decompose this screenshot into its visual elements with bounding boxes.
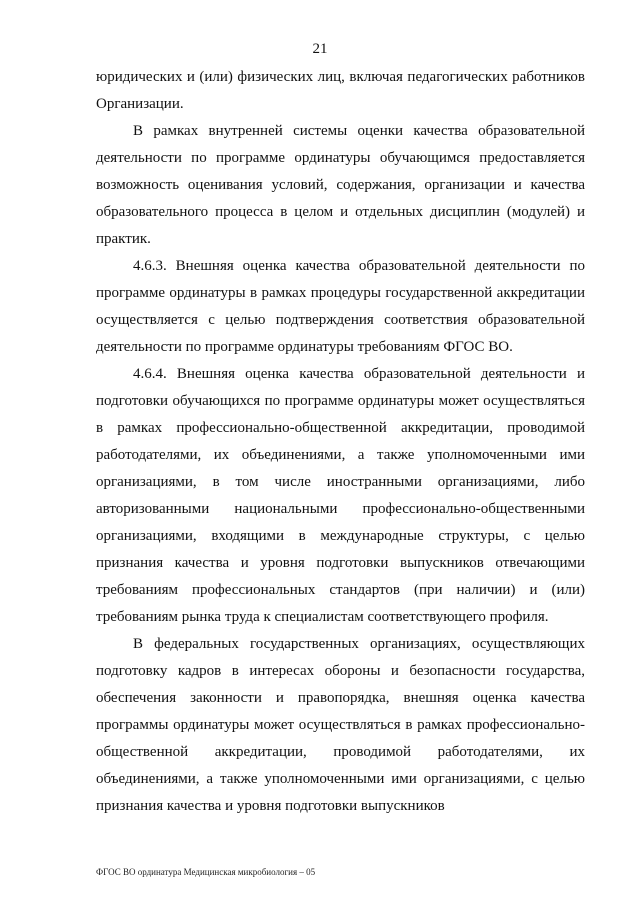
footer-text: ФГОС ВО ординатура Медицинская микробиология – 05 <box>96 867 316 877</box>
paragraph-federal-organizations: В федеральных государственных организациях, осуществляющих подготовку кадров в интересах обороны и безопасности государства, обеспечения законности и правопорядка, внешняя оценка качества программы ординатуры может осуществляться в рамках профессионально-общественной аккредитации, проводимой работодателями, их объединениями, а также уполномоченными ими организациями, с целью признания качества и уровня подготовки выпускников <box>96 636 585 814</box>
document-body <box>96 64 585 820</box>
page-number: 21 <box>312 41 328 57</box>
paragraph-internal-assessment: В рамках внутренней системы оценки качества образовательной деятельности по программе ординатуры обучающимся предоставляется возможность оценивания условий, содержания, организации и качества образовательного процесса в целом и отдельных дисциплин (модулей) и практик. <box>96 123 585 247</box>
paragraph-4-6-4: 4.6.4. Внешняя оценка качества образовательной деятельности и подготовки обучающихся по программе ординатуры может осуществляться в рамках профессионально-общественной аккредитации, проводимой работодателями, их объединениями, а также уполномоченными ими организациями, в том числе иностранными организациями, либо авторизованными национальными профессионально-общественными организациями, входящими в международные структуры, с целью признания качества и уровня подготовки выпускников отвечающими требованиям профессиональных стандартов (при наличии) и (или) требованиям рынка труда к специалистам соответствующего профиля. <box>96 366 585 625</box>
paragraph-4-6-3: 4.6.3. Внешняя оценка качества образовательной деятельности по программе ординатуры в рамках процедуры государственной аккредитации осуществляется с целью подтверждения соответствия образовательной деятельности по программе ординатуры требованиям ФГОС ВО. <box>96 258 585 355</box>
paragraph-continuation: юридических и (или) физических лиц, включая педагогических работников Организации. <box>96 69 585 112</box>
